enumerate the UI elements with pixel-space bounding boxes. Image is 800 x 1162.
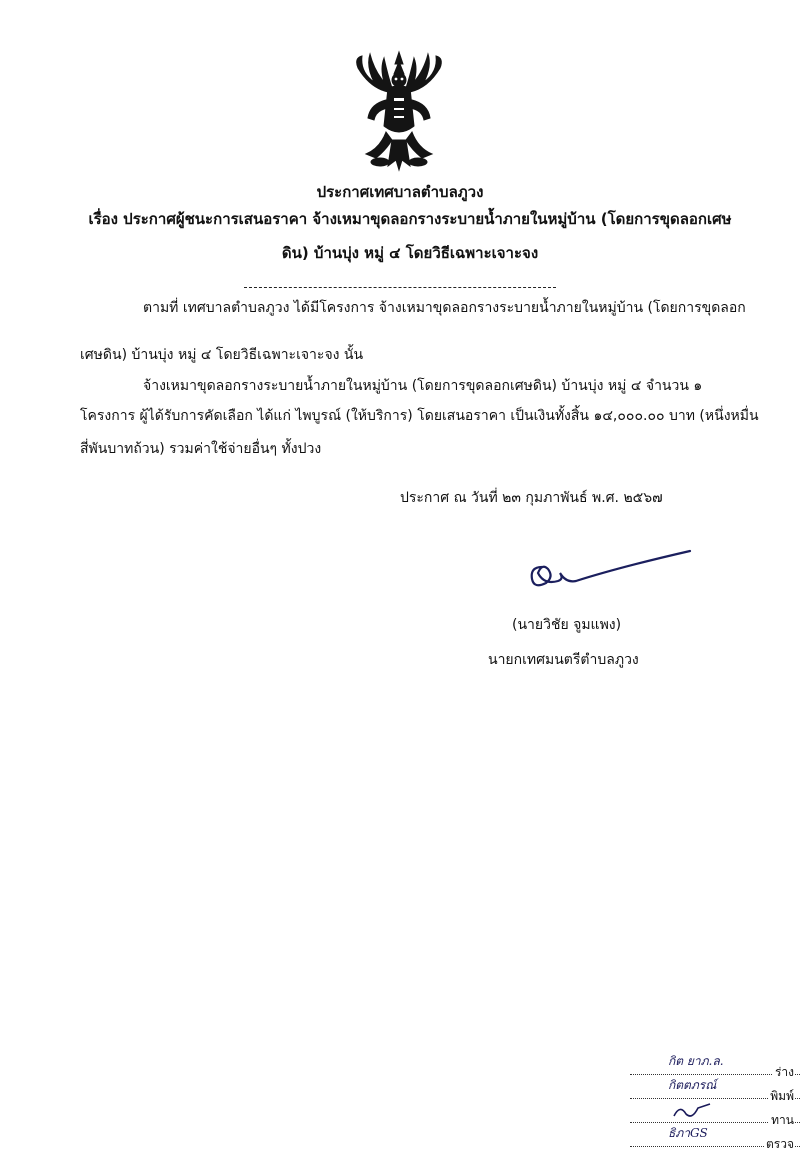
signature-mark [520,545,700,605]
control-row-draft [630,1052,800,1079]
body-line-4: โครงการ ผู้ได้รับการคัดเลือก ได้แก่ ไพบูรณ์ (ให้บริการ) โดยเสนอราคา เป็นเงินทั้งสิ้น ๑๔,๐๐๐.๐๐ บาท (หนึ่งหมื่น [80,408,759,424]
garuda-emblem-icon [340,48,458,176]
handwritten-initials: ธิภาGS [668,1126,708,1140]
announcement-date: ประกาศ ณ วันที่ ๒๓ กุมภาพันธ์ พ.ศ. ๒๕๖๗ [400,490,663,506]
body-line-1: ตามที่ เทศบาลตำบลภูวง ได้มีโครงการ จ้างเหมาขุดลอกรางระบายน้ำภายในหมู่บ้าน (โดยการขุดลอก [143,300,746,316]
body-line-2: เศษดิน) บ้านบุ่ง หมู่ ๔ โดยวิธีเฉพาะเจาะจง นั้น [80,347,364,363]
signer-position: นายกเทศมนตรีตำบลภูวง [488,652,639,668]
body-line-3: จ้างเหมาขุดลอกรางระบายน้ำภายในหมู่บ้าน (โดยการขุดลอกเศษดิน) บ้านบุ่ง หมู่ ๔ จำนวน ๑ [143,378,703,394]
control-row-checked [630,1124,800,1151]
handwritten-initials: กิต ยาภ.ล. [668,1054,724,1068]
document-title: ประกาศเทศบาลตำบลภูวง [316,183,484,201]
control-row-reviewed [630,1100,800,1127]
control-label: พิมพ์ [768,1087,794,1106]
control-row-typed [630,1076,800,1103]
divider [244,287,556,288]
control-box [630,1042,800,1162]
document-subject: เรื่อง ประกาศผู้ชนะการเสนอราคา จ้างเหมาขุดลอกรางระบายน้ำภายในหมู่บ้าน (โดยการขุดลอกเศษดิน) บ้านบุ่ง หมู่ ๔ โดยวิธีเฉพาะเจาะจง [88,210,732,262]
body-line-5: สี่พันบาทถ้วน) รวมค่าใช้จ่ายอื่นๆ ทั้งปวง [80,441,322,457]
signer-name: (นายวิชัย จูมแพง) [512,617,622,633]
control-label: ร่าง [773,1063,794,1082]
control-label: ตรวจ [764,1135,794,1154]
handwritten-mark [670,1100,730,1120]
control-label: ทาน [769,1111,794,1130]
handwritten-initials: กิตตภรณ์ [668,1078,717,1092]
